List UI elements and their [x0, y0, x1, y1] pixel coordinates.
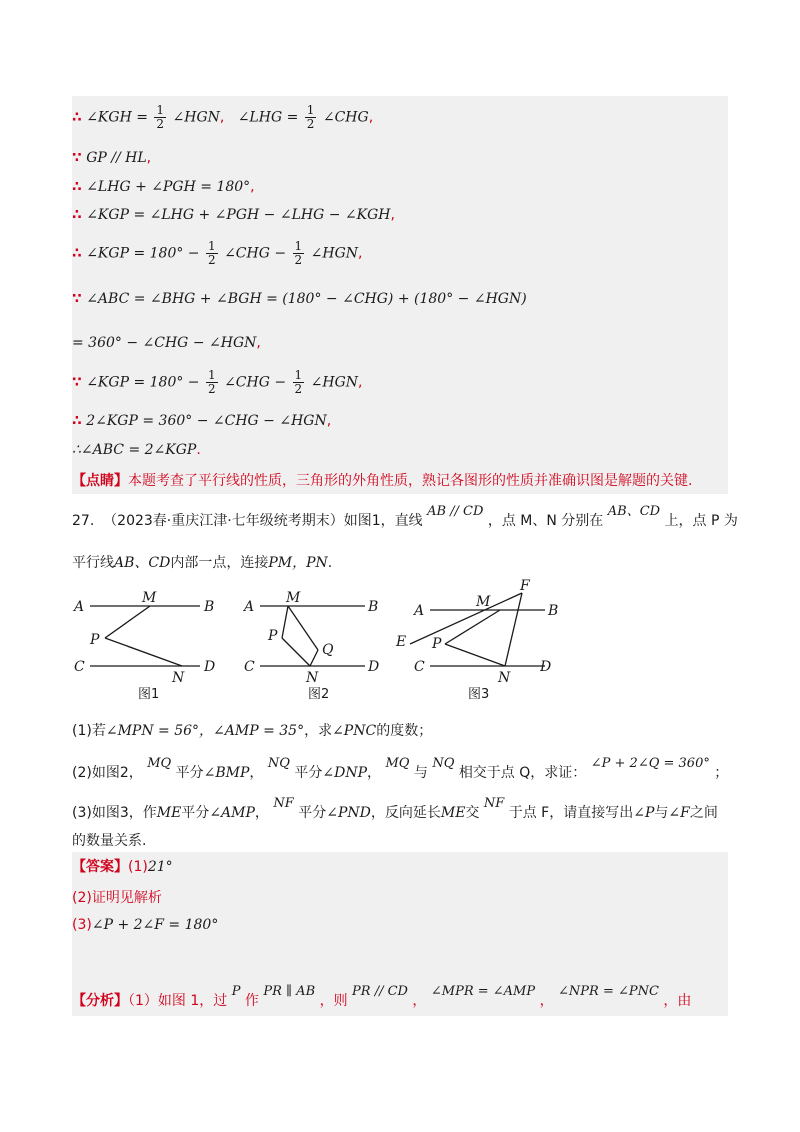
fig3-label-A: A	[414, 603, 425, 619]
question-2: (2)如图2， MQ 平分∠BMP， NQ 平分∠DNP， MQ 与 NQ 相交于点 Q，求证： ∠P + 2∠Q = 360° ；	[72, 756, 729, 781]
analysis-line: 【分析】（1）如图 1，过 P 作 PR ∥ AB ，则 PR // CD ， ∠MPR = ∠AMP ， ∠NPR = ∠PNC ，由	[72, 984, 692, 1009]
solution-line-7: = 360° − ∠CHG − ∠HGN,	[72, 335, 261, 351]
figure-1	[90, 606, 200, 666]
fig3-label-E: E	[396, 634, 407, 650]
answer-line-3: (3)∠P + 2∠F = 180°	[72, 917, 219, 933]
fig3-label-F: F	[520, 578, 530, 594]
problem-27-line-2: 平行线AB、CD内部一点，连接PM，PN.	[72, 555, 333, 571]
fig2-label-N: N	[306, 670, 319, 686]
fig2-caption: 图2	[308, 687, 330, 702]
problem-27-line-1: 27. （2023春·重庆江津·七年级统考期末）如图1，直线 AB // CD ，点 M、N 分别在 AB、CD 上，点 P 为	[72, 504, 738, 529]
fig3-label-N: N	[498, 670, 511, 686]
fig3-label-B: B	[548, 603, 559, 619]
answer-line-1: 【答案】(1)21°	[72, 859, 173, 875]
fig2-label-D: D	[368, 659, 380, 675]
question-3-line-2: 的数量关系.	[72, 833, 147, 849]
fig2-label-A: A	[244, 599, 255, 615]
fig2-label-P: P	[268, 628, 278, 644]
fig1-caption: 图1	[138, 687, 160, 702]
solution-line-1: ∴ ∠KGH = $\frac{1}{2}$ ∠HGN, ∠LHG = $\frac{1}{2}$ ∠CHG,	[72, 103, 374, 131]
fig3-label-C: C	[414, 659, 425, 675]
solution-line-9: ∴ 2∠KGP = 360° − ∠CHG − ∠HGN,	[72, 413, 332, 429]
fig1-label-B: B	[204, 599, 215, 615]
solution-line-10: ∴∠ABC = 2∠KGP.	[72, 442, 201, 458]
solution-line-5: ∴ ∠KGP = 180° − $\frac{1}{2}$ ∠CHG − $\frac{1}{2}$ ∠HGN,	[72, 239, 363, 267]
fig1-label-A: A	[74, 599, 85, 615]
question-3-line-1: (3)如图3，作ME平分∠AMP， NF 平分∠PND，反向延长ME交 NF 于点 F，请直接写出∠P与∠F之间	[72, 796, 718, 821]
fig1-label-C: C	[74, 659, 85, 675]
figure-area	[60, 578, 560, 708]
fig1-label-D: D	[204, 659, 216, 675]
fraction-half: $\frac{1}{2}$	[306, 103, 315, 131]
fraction-half: $\frac{1}{2}$	[156, 103, 165, 131]
answer-line-2: (2)证明见解析	[72, 890, 162, 906]
fig1-label-P: P	[90, 632, 100, 648]
fig2-label-C: C	[244, 659, 255, 675]
solution-line-3: ∴ ∠LHG + ∠PGH = 180°,	[72, 179, 255, 195]
fig3-label-M: M	[476, 594, 491, 610]
solution-line-2: ∵ GP // HL,	[72, 150, 152, 166]
fig3-caption: 图3	[468, 687, 490, 702]
fig3-label-P: P	[432, 636, 442, 652]
solution-line-6: ∵ ∠ABC = ∠BHG + ∠BGH = (180° − ∠CHG) + (180° − ∠HGN)	[72, 291, 527, 307]
fig3-label-D: D	[540, 659, 552, 675]
solution-line-8: ∵ ∠KGP = 180° − $\frac{1}{2}$ ∠CHG − $\frac{1}{2}$ ∠HGN,	[72, 368, 363, 396]
fig2-label-Q: Q	[322, 642, 334, 658]
fig2-label-B: B	[368, 599, 379, 615]
fig2-label-M: M	[286, 590, 301, 606]
question-1: (1)若∠MPN = 56°，∠AMP = 35°，求∠PNC的度数；	[72, 723, 433, 739]
fig1-label-M: M	[142, 590, 157, 606]
comment-line: 【点睛】本题考查了平行线的性质，三角形的外角性质，熟记各图形的性质并准确识图是解题的关键.	[72, 473, 693, 489]
fig1-label-N: N	[172, 670, 185, 686]
solution-line-4: ∴ ∠KGP = ∠LHG + ∠PGH − ∠LHG − ∠KGH,	[72, 207, 395, 223]
